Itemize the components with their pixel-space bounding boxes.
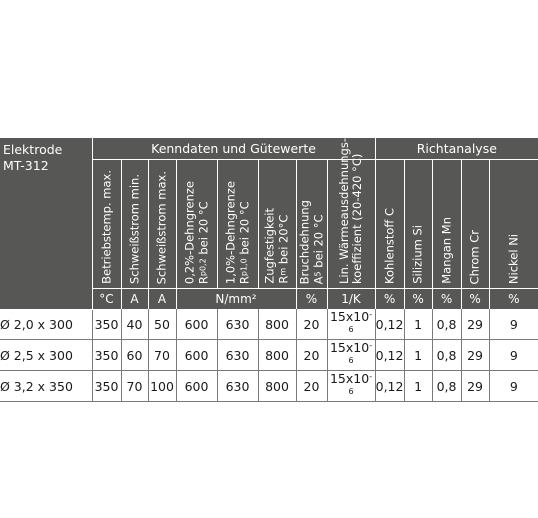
column-header: 1,0%-Dehngrenze Rp1,0 bei 20 °C (217, 160, 258, 289)
unit-cell: % (461, 289, 489, 310)
table-row (0, 309, 538, 340)
column-header: Betriebstemp. max. (92, 160, 121, 289)
properties-group-header: Kenndaten und Gütewerte (92, 138, 375, 160)
table-cell: 70 (148, 340, 176, 371)
unit-cell: % (432, 289, 461, 310)
column-header: Silizium Si (404, 160, 432, 289)
table-cell: 29 (461, 340, 489, 371)
table-cell: 20 (296, 371, 327, 402)
table-cell: 9 (489, 371, 538, 402)
table-cell: 0,8 (432, 309, 461, 340)
table-cell: 600 (176, 309, 217, 340)
column-header: Nickel Ni (489, 160, 538, 289)
table-cell: 350 (92, 309, 121, 340)
table-cell: 0,8 (432, 371, 461, 402)
table-cell: 630 (217, 309, 258, 340)
table-cell: 600 (176, 371, 217, 402)
column-header: Bruchdehnung A5 bei 20 °C (296, 160, 327, 289)
unit-cell: N/mm² (176, 289, 296, 310)
table-cell: 20 (296, 340, 327, 371)
column-header: Zugfestigkeit Rm bei 20°C (258, 160, 296, 289)
table-cell: 350 (92, 371, 121, 402)
table-cell: 600 (176, 340, 217, 371)
column-header: Chrom Cr (461, 160, 489, 289)
table-cell: 70 (121, 371, 148, 402)
table-cell: $15x10^{-6}$ (327, 309, 375, 340)
unit-cell: °C (92, 289, 121, 310)
column-header: Mangan Mn (432, 160, 461, 289)
column-header: Schweißstrom max. (148, 160, 176, 289)
table-cell: 60 (121, 340, 148, 371)
exponent: -6 (348, 372, 373, 396)
table-cell: 350 (92, 340, 121, 371)
row-label: Ø 2,5 x 300 (0, 340, 92, 371)
table-cell: 40 (121, 309, 148, 340)
exponent: -6 (348, 341, 373, 365)
electrode-header (0, 138, 92, 309)
table-cell: $15x10^{-6}$ (327, 340, 375, 371)
table-cell: 800 (258, 371, 296, 402)
table-cell: 29 (461, 309, 489, 340)
unit-cell: % (375, 289, 404, 310)
table-cell: 0,12 (375, 340, 404, 371)
table-row (0, 340, 538, 371)
specification-table (0, 138, 538, 402)
unit-cell: 1/K (327, 289, 375, 310)
table-cell: 100 (148, 371, 176, 402)
row-label: Ø 2,0 x 300 (0, 309, 92, 340)
table-cell: 1 (404, 340, 432, 371)
column-header: Schweißstrom min. (121, 160, 148, 289)
column-header: Kohlenstoff C (375, 160, 404, 289)
table-cell: 20 (296, 309, 327, 340)
row-label: Ø 3,2 x 350 (0, 371, 92, 402)
table-cell: $15x10^{-6}$ (327, 371, 375, 402)
table-cell: 800 (258, 309, 296, 340)
unit-cell: % (404, 289, 432, 310)
table-cell: 50 (148, 309, 176, 340)
unit-cell: % (296, 289, 327, 310)
table-cell: 1 (404, 309, 432, 340)
table-cell: 630 (217, 340, 258, 371)
table-cell: 1 (404, 371, 432, 402)
unit-cell: % (489, 289, 538, 310)
table-cell: 0,8 (432, 340, 461, 371)
table-cell: 0,12 (375, 309, 404, 340)
exponent: -6 (348, 310, 373, 334)
unit-cell: A (121, 289, 148, 310)
table-cell: 0,12 (375, 371, 404, 402)
table-cell: 630 (217, 371, 258, 402)
table-cell: 9 (489, 309, 538, 340)
column-header: Lin. Wärmeausdehnungs- koeffizient (20-420 °C) (327, 160, 375, 289)
unit-cell: A (148, 289, 176, 310)
table-cell: 800 (258, 340, 296, 371)
analysis-group-header: Richtanalyse (375, 138, 538, 160)
column-header: 0,2%-Dehngrenze Rp0,2 bei 20 °C (176, 160, 217, 289)
electrode-type: MT-312 (3, 158, 49, 173)
electrode-label: Elektrode (3, 142, 63, 157)
table-cell: 29 (461, 371, 489, 402)
table-cell: 9 (489, 340, 538, 371)
table-row (0, 371, 538, 402)
